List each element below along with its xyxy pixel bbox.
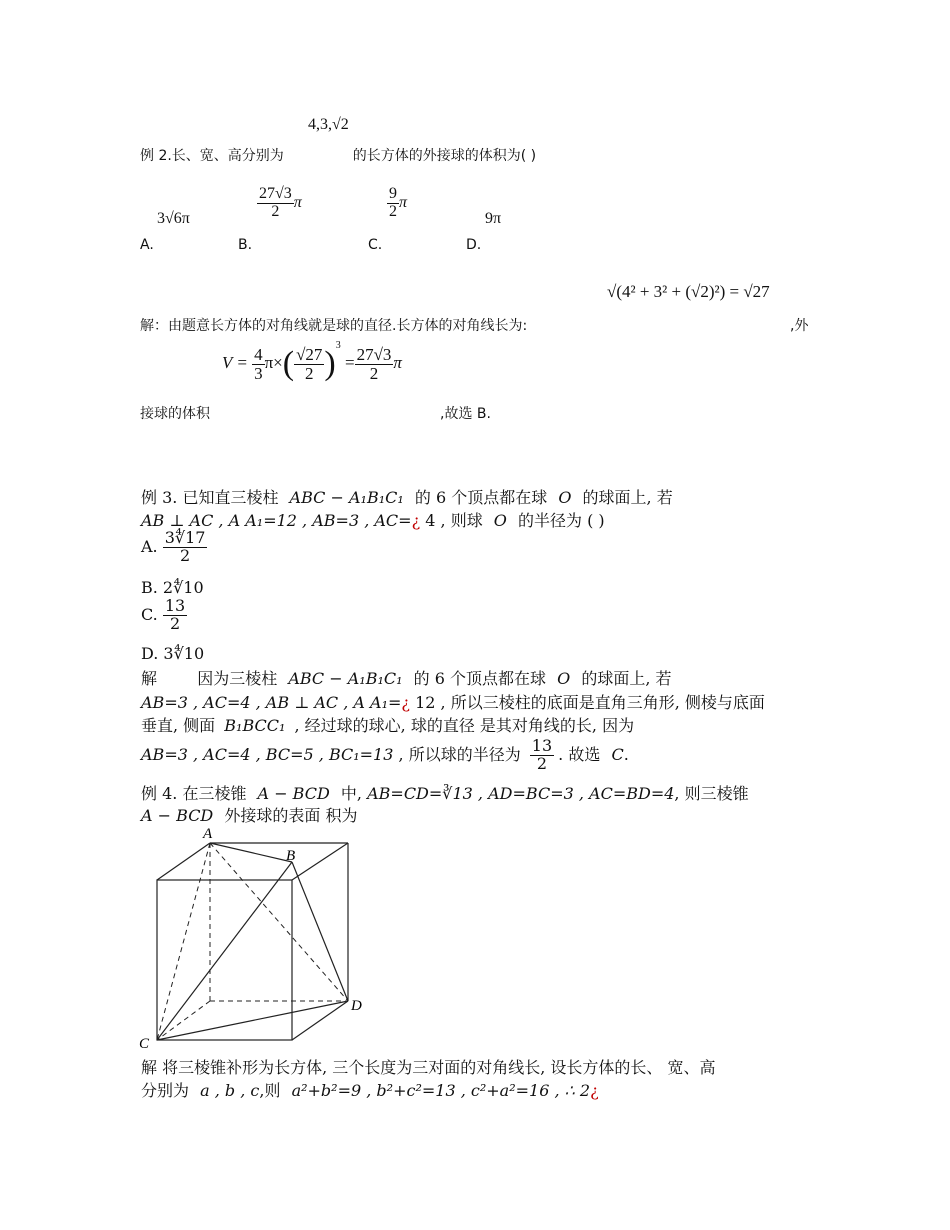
ex2-optD-label: D. [466, 237, 482, 253]
ex3-s4-num: 13 [531, 736, 553, 755]
ex2-optA-label: A. [140, 237, 154, 253]
ex2-vol-frac1-den: 3 [254, 363, 263, 383]
ex3-l2-c: 的半径为 ( ) [518, 511, 605, 530]
ex2-vol-eq: = [344, 353, 355, 372]
ex4-l1-math: A − BCD [257, 784, 330, 803]
ex3-l2-O: O [493, 511, 507, 530]
ex4-l1-b: 中, [340, 784, 362, 803]
ex2-optC-pi: π [399, 193, 408, 211]
ex2-solution-line2-tail: ,故选 B. [440, 406, 491, 422]
ex4-s2-b: ,则 [259, 1081, 281, 1100]
ex3-s1-a: 解 [141, 669, 158, 688]
ex4-s2-glyph: ¿ [590, 1081, 599, 1100]
ex3-solution-line2 [141, 690, 765, 713]
ex2-question-tail: 的长方体的外接球的体积为( ) [352, 148, 537, 164]
ex2-diagonal-formula: √(4² + 3² + (√2)²) = √27 [607, 282, 770, 301]
ex3-s2-glyph: ¿ [401, 693, 410, 712]
ex3-l1-c: 的球面上, 若 [582, 488, 673, 507]
ex2-question-text: 例 2.长、宽、高分别为 [140, 148, 284, 164]
ex3-optA-label: A. [141, 536, 158, 556]
ex3-question-line2 [141, 508, 605, 531]
ex2-optB-den: 2 [271, 202, 280, 220]
ex2-solution-line1: 解：由题意长方体的对角线就是球的直径.长方体的对角线长为: [140, 318, 528, 334]
ex4-s2-c: a²+b²=9 , b²+c²=13 , c²+a²=16 , ∴ 2 [291, 1081, 591, 1100]
ex3-l2-math: AB ⊥ AC , A A₁=12 , AB=3 , AC= [141, 511, 412, 530]
ex3-optC [141, 598, 187, 633]
ex3-s3-b: , 经过球的球心, 球的直径 是其对角线的长, 因为 [294, 716, 635, 735]
ex3-s1-c: 的 6 个顶点都在球 [413, 669, 546, 688]
ex2-volume-formula: V = $\frac{4}{3}$ π×( $\frac{√27}{2}$ )$^3$ = $\frac{27√3}{2}$ π [222, 340, 402, 383]
ex2-vol-lhs: V = [222, 353, 253, 372]
ex3-l1-O: O [558, 488, 572, 507]
ex2-vol-pi: π [393, 353, 402, 372]
ex3-optC-num: 13 [164, 596, 186, 615]
ex2-vol-inner-den: 2 [304, 363, 314, 383]
ex2-vol-res-den: 2 [369, 363, 379, 383]
ex4-question-line1 [141, 781, 749, 804]
ex3-s4-c: . 故选 [558, 744, 601, 764]
fig-label-C: C [139, 1036, 150, 1052]
ex3-optC-label: C. [141, 604, 158, 624]
ex3-s3-a: 垂直, 侧面 [141, 716, 216, 735]
ex3-l1-a: 例 3. 已知直三棱柱 [141, 488, 279, 507]
ex3-s1-math: ABC − A₁B₁C₁ [288, 669, 403, 688]
ex2-optB-pi: π [293, 193, 302, 211]
edge-AB [210, 843, 292, 862]
ex3-solution-line1 [141, 666, 672, 689]
ex2-vol-exp: 3 [335, 340, 341, 351]
ex3-optB: B. 2∜10 [141, 578, 204, 597]
ex3-s4-b: , 所以球的半径为 [398, 744, 521, 764]
edge-AD [210, 843, 348, 1001]
edge-BC [157, 862, 292, 1040]
ex2-optC-label: C. [368, 237, 383, 253]
ex2-vol-inner-num: √27 [296, 344, 323, 364]
ex3-s1-d: 的球面上, 若 [581, 669, 672, 688]
edge-BD [292, 862, 348, 1001]
ex2-vol-frac1-num: 4 [254, 344, 263, 364]
ex3-l2-b: 4 , 则球 [425, 511, 483, 530]
fig-label-A: A [203, 826, 213, 842]
ex2-solution-line2: 接球的体积 [140, 406, 210, 422]
fig-label-B: B [286, 848, 296, 864]
ex3-solution-line4 [141, 738, 629, 773]
ex3-s2-b: 12 , 所以三棱柱的底面是直角三角形, 侧棱与底面 [415, 693, 765, 712]
ex3-optC-den: 2 [169, 613, 181, 633]
edge-top-left [157, 843, 210, 880]
ex2-optD-formula: 9π [485, 210, 502, 227]
edge-AC [157, 843, 210, 1040]
ex2-optC-num: 9 [389, 185, 397, 202]
ex3-s2-math: AB=3 , AC=4 , AB ⊥ AC , A A₁= [141, 693, 402, 712]
ex2-vol-mid: π× [264, 353, 283, 372]
ex4-s2-math: a , b , c [200, 1081, 260, 1100]
ex3-s4-ans: C [611, 744, 624, 764]
ex3-s4-end: . [623, 744, 629, 764]
ex3-s1-b: 因为三棱柱 [197, 669, 278, 688]
ex3-optA-den: 2 [180, 545, 191, 565]
ex4-l1-a: 例 4. 在三棱锥 [141, 784, 247, 803]
edge-top-right [292, 843, 348, 880]
ex4-solution-line1: 解 将三棱锥补形为长方体, 三个长度为三对面的对角线长, 设长方体的长、 宽、高 [141, 1058, 716, 1077]
ex2-optC-den: 2 [389, 202, 397, 220]
ex4-l1-d: , 则三棱锥 [674, 784, 749, 803]
ex4-s2-a: 分别为 [141, 1081, 190, 1100]
ex2-question [140, 145, 536, 165]
ex2-optA-formula: 3√6π [157, 210, 190, 227]
ex2-optB-formula [257, 186, 302, 221]
ex4-l2-math: A − BCD [141, 806, 214, 825]
ex3-s4-math: AB=3 , AC=4 , BC=5 , BC₁=13 [141, 744, 394, 764]
ex3-optD: D. 3∜10 [141, 644, 205, 663]
ex2-optB-num: 27√3 [259, 185, 292, 202]
ex3-optA [141, 530, 207, 565]
ex2-optC-formula [387, 186, 407, 221]
ex2-vol-res-num: 27√3 [356, 344, 392, 364]
ex3-optA-num: 3∜17 [164, 528, 206, 547]
ex3-solution-line3 [141, 713, 634, 736]
ex3-l1-math: ABC − A₁B₁C₁ [289, 488, 404, 507]
ex2-solution-line1-tail: ,外 [790, 318, 809, 334]
fig-label-D: D [351, 998, 362, 1014]
ex4-cuboid-figure [135, 820, 375, 1052]
ex4-solution-line2 [141, 1078, 599, 1101]
ex3-l1-b: 的 6 个顶点都在球 [414, 488, 548, 507]
ex3-s3-math: B₁BCC₁ [224, 716, 286, 735]
ex3-l2-glyph: ¿ [411, 511, 421, 530]
ex3-s1-O: O [557, 669, 571, 688]
ex3-question-line1 [141, 485, 673, 508]
ex3-s4-den: 2 [536, 753, 548, 773]
ex4-l1-c: AB=CD=∛13 , AD=BC=3 , AC=BD=4 [367, 784, 675, 803]
ex4-l2-b: 外接球的表面 积为 [224, 806, 358, 825]
ex2-dims: 4,3,√2 [308, 116, 349, 133]
ex2-optB-label: B. [238, 237, 253, 253]
